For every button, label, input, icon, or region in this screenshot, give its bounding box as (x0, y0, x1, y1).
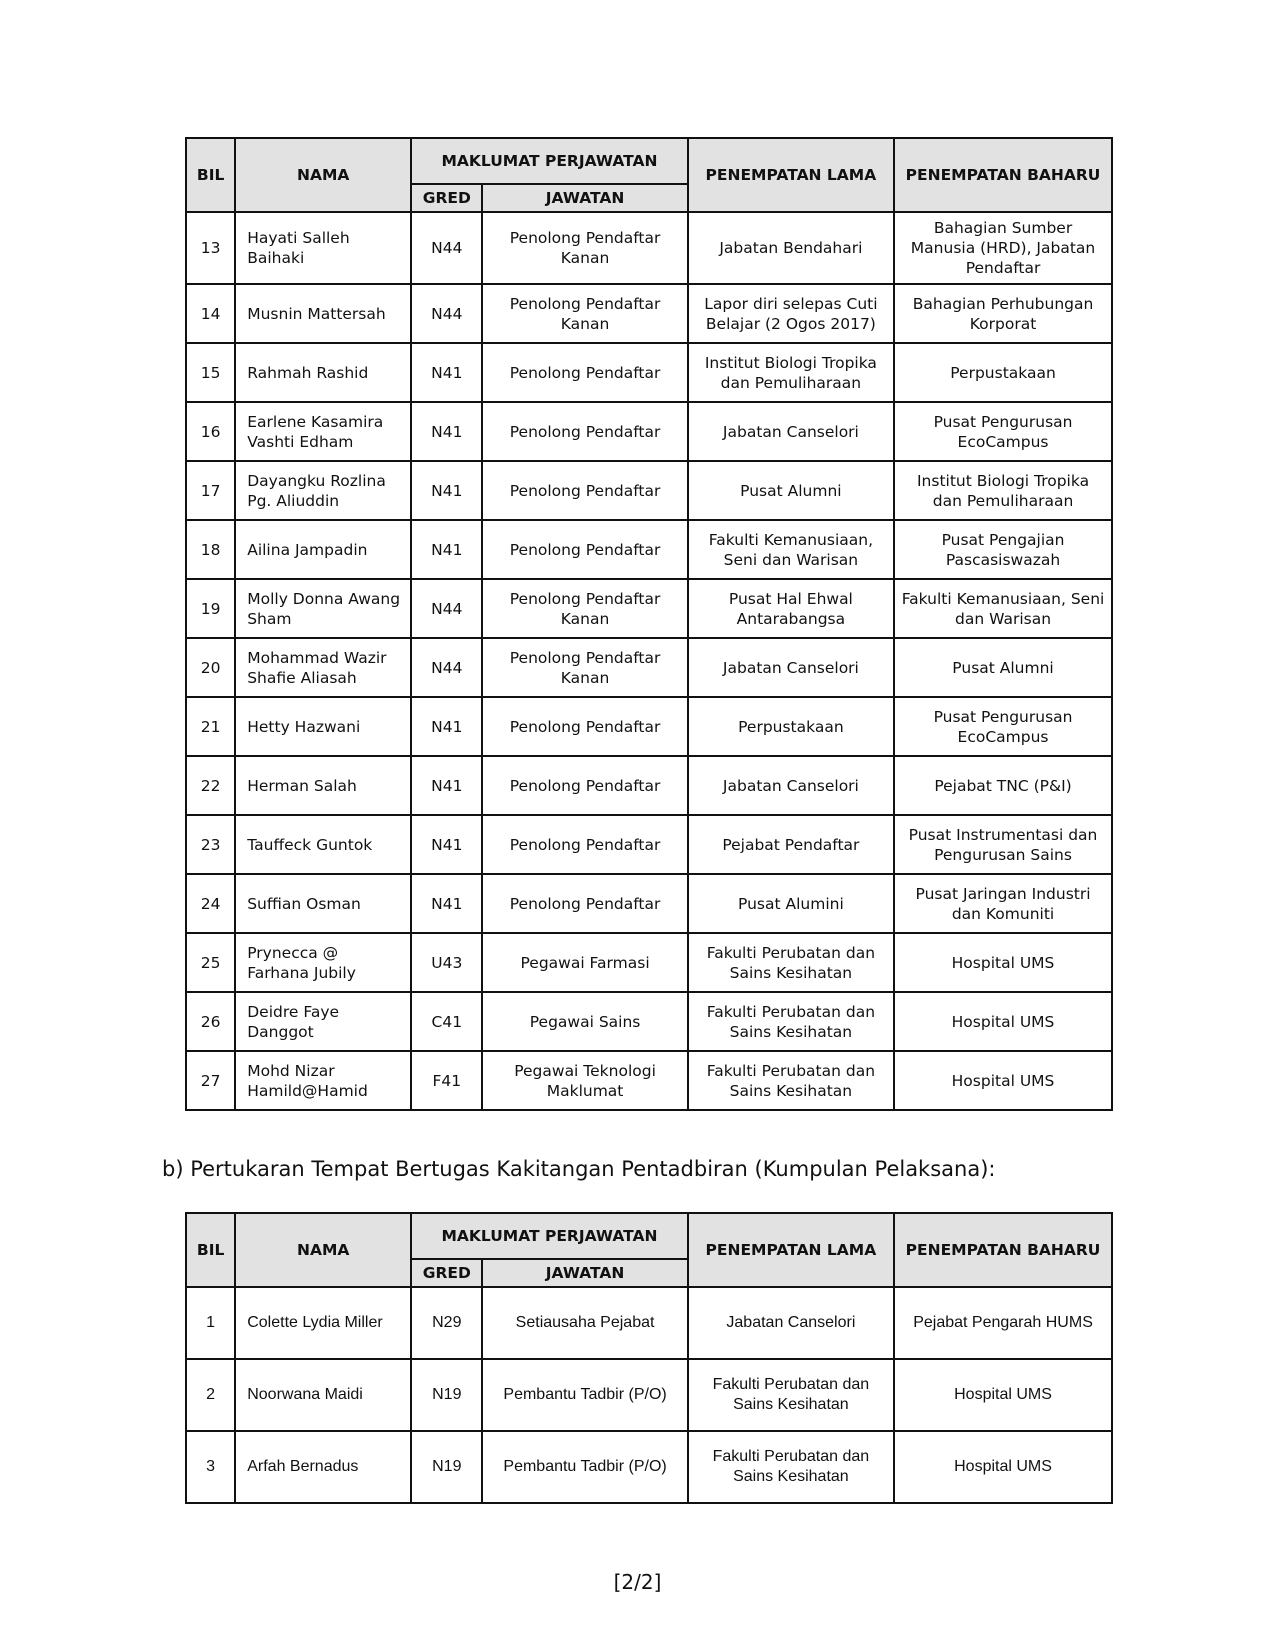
cell-nama: Mohd Nizar Hamild@Hamid (235, 1051, 411, 1110)
table-row (186, 1359, 1112, 1431)
cell-gred: N41 (411, 874, 482, 933)
cell-jawatan: Penolong Pendaftar (482, 461, 687, 520)
cell-penempatan-lama: Jabatan Canselori (688, 402, 894, 461)
table-row (186, 402, 1112, 461)
cell-penempatan-lama: Fakulti Kemanusiaan, Seni dan Warisan (688, 520, 894, 579)
staff-transfer-table-b (185, 1212, 1113, 1504)
cell-jawatan: Pegawai Sains (482, 992, 687, 1051)
cell-nama: Suffian Osman (235, 874, 411, 933)
cell-penempatan-lama: Fakulti Perubatan dan Sains Kesihatan (688, 933, 894, 992)
header-jawatan: JAWATAN (482, 184, 687, 212)
cell-nama: Noorwana Maidi (235, 1359, 411, 1431)
cell-penempatan-baharu: Pusat Instrumentasi dan Pengurusan Sains (894, 815, 1112, 874)
header-nama: NAMA (235, 138, 411, 212)
cell-jawatan: Penolong Pendaftar (482, 520, 687, 579)
cell-jawatan: Pegawai Farmasi (482, 933, 687, 992)
header-jawatan: JAWATAN (482, 1259, 687, 1287)
cell-jawatan: Penolong Pendaftar (482, 756, 687, 815)
cell-bil: 26 (186, 992, 235, 1051)
cell-bil: 27 (186, 1051, 235, 1110)
table-row (186, 520, 1112, 579)
cell-jawatan: Penolong Pendaftar Kanan (482, 638, 687, 697)
cell-gred: N41 (411, 402, 482, 461)
cell-bil: 19 (186, 579, 235, 638)
table-b-body (186, 1287, 1112, 1503)
cell-penempatan-baharu: Hospital UMS (894, 1359, 1112, 1431)
cell-gred: N19 (411, 1359, 482, 1431)
cell-penempatan-baharu: Bahagian Perhubungan Korporat (894, 284, 1112, 343)
cell-gred: N19 (411, 1431, 482, 1503)
cell-nama: Hayati Salleh Baihaki (235, 212, 411, 284)
cell-gred: N41 (411, 343, 482, 402)
table-row (186, 212, 1112, 284)
cell-penempatan-baharu: Pejabat Pengarah HUMS (894, 1287, 1112, 1359)
cell-nama: Hetty Hazwani (235, 697, 411, 756)
cell-penempatan-lama: Fakulti Perubatan dan Sains Kesihatan (688, 1431, 894, 1503)
cell-penempatan-baharu: Hospital UMS (894, 1431, 1112, 1503)
table-row (186, 1431, 1112, 1503)
staff-transfer-table-a (185, 137, 1113, 1111)
cell-bil: 20 (186, 638, 235, 697)
cell-nama: Ailina Jampadin (235, 520, 411, 579)
cell-penempatan-baharu: Perpustakaan (894, 343, 1112, 402)
header-penempatan-lama: PENEMPATAN LAMA (688, 1213, 894, 1287)
cell-jawatan: Penolong Pendaftar (482, 402, 687, 461)
header-maklumat-perjawatan: MAKLUMAT PERJAWATAN (411, 138, 688, 184)
cell-jawatan: Penolong Pendaftar Kanan (482, 212, 687, 284)
header-penempatan-baharu: PENEMPATAN BAHARU (894, 138, 1112, 212)
header-maklumat-perjawatan: MAKLUMAT PERJAWATAN (411, 1213, 688, 1259)
cell-jawatan: Penolong Pendaftar (482, 874, 687, 933)
cell-gred: N44 (411, 284, 482, 343)
cell-nama: Colette Lydia Miller (235, 1287, 411, 1359)
cell-gred: N44 (411, 579, 482, 638)
table-row (186, 461, 1112, 520)
table-row (186, 1287, 1112, 1359)
cell-jawatan: Pegawai Teknologi Maklumat (482, 1051, 687, 1110)
cell-penempatan-baharu: Hospital UMS (894, 1051, 1112, 1110)
cell-penempatan-lama: Pusat Alumni (688, 461, 894, 520)
cell-jawatan: Pembantu Tadbir (P/O) (482, 1359, 687, 1431)
cell-nama: Prynecca @ Farhana Jubily (235, 933, 411, 992)
table-row (186, 874, 1112, 933)
cell-nama: Arfah Bernadus (235, 1431, 411, 1503)
cell-gred: N29 (411, 1287, 482, 1359)
cell-nama: Musnin Mattersah (235, 284, 411, 343)
cell-penempatan-baharu: Pusat Jaringan Industri dan Komuniti (894, 874, 1112, 933)
table-row (186, 638, 1112, 697)
cell-bil: 22 (186, 756, 235, 815)
cell-penempatan-lama: Fakulti Perubatan dan Sains Kesihatan (688, 1359, 894, 1431)
table-a-body (186, 212, 1112, 1110)
cell-penempatan-lama: Lapor diri selepas Cuti Belajar (2 Ogos 2017) (688, 284, 894, 343)
cell-nama: Earlene Kasamira Vashti Edham (235, 402, 411, 461)
cell-penempatan-lama: Jabatan Canselori (688, 1287, 894, 1359)
cell-penempatan-baharu: Hospital UMS (894, 992, 1112, 1051)
header-gred: GRED (411, 184, 482, 212)
cell-bil: 2 (186, 1359, 235, 1431)
cell-penempatan-baharu: Pusat Pengajian Pascasiswazah (894, 520, 1112, 579)
cell-nama: Deidre Faye Danggot (235, 992, 411, 1051)
cell-gred: N41 (411, 461, 482, 520)
cell-gred: F41 (411, 1051, 482, 1110)
cell-penempatan-lama: Perpustakaan (688, 697, 894, 756)
cell-nama: Herman Salah (235, 756, 411, 815)
table-row (186, 579, 1112, 638)
cell-penempatan-lama: Institut Biologi Tropika dan Pemuliharaan (688, 343, 894, 402)
table-row (186, 756, 1112, 815)
cell-nama: Mohammad Wazir Shafie Aliasah (235, 638, 411, 697)
cell-gred: N44 (411, 212, 482, 284)
cell-penempatan-lama: Jabatan Canselori (688, 638, 894, 697)
cell-bil: 1 (186, 1287, 235, 1359)
header-gred: GRED (411, 1259, 482, 1287)
cell-bil: 18 (186, 520, 235, 579)
cell-penempatan-lama: Fakulti Perubatan dan Sains Kesihatan (688, 992, 894, 1051)
header-bil: BIL (186, 1213, 235, 1287)
table-row (186, 697, 1112, 756)
cell-penempatan-lama: Fakulti Perubatan dan Sains Kesihatan (688, 1051, 894, 1110)
cell-bil: 24 (186, 874, 235, 933)
cell-jawatan: Pembantu Tadbir (P/O) (482, 1431, 687, 1503)
table-row (186, 992, 1112, 1051)
cell-nama: Rahmah Rashid (235, 343, 411, 402)
cell-gred: U43 (411, 933, 482, 992)
cell-penempatan-baharu: Fakulti Kemanusiaan, Seni dan Warisan (894, 579, 1112, 638)
cell-nama: Tauffeck Guntok (235, 815, 411, 874)
cell-penempatan-baharu: Institut Biologi Tropika dan Pemuliharaan (894, 461, 1112, 520)
page-number: [2/2] (613, 1570, 662, 1594)
cell-bil: 25 (186, 933, 235, 992)
cell-gred: C41 (411, 992, 482, 1051)
table-row (186, 284, 1112, 343)
cell-penempatan-lama: Pusat Alumini (688, 874, 894, 933)
cell-jawatan: Penolong Pendaftar Kanan (482, 579, 687, 638)
cell-gred: N44 (411, 638, 482, 697)
cell-jawatan: Penolong Pendaftar (482, 815, 687, 874)
table-row (186, 1051, 1112, 1110)
cell-penempatan-baharu: Pejabat TNC (P&I) (894, 756, 1112, 815)
cell-nama: Molly Donna Awang Sham (235, 579, 411, 638)
cell-penempatan-lama: Jabatan Canselori (688, 756, 894, 815)
cell-bil: 14 (186, 284, 235, 343)
table-row (186, 343, 1112, 402)
header-penempatan-lama: PENEMPATAN LAMA (688, 138, 894, 212)
cell-penempatan-baharu: Bahagian Sumber Manusia (HRD), Jabatan Pendaftar (894, 212, 1112, 284)
cell-penempatan-baharu: Pusat Pengurusan EcoCampus (894, 697, 1112, 756)
cell-bil: 13 (186, 212, 235, 284)
cell-penempatan-lama: Pejabat Pendaftar (688, 815, 894, 874)
cell-bil: 21 (186, 697, 235, 756)
cell-penempatan-baharu: Hospital UMS (894, 933, 1112, 992)
cell-bil: 17 (186, 461, 235, 520)
cell-penempatan-baharu: Pusat Pengurusan EcoCampus (894, 402, 1112, 461)
cell-bil: 15 (186, 343, 235, 402)
cell-jawatan: Setiausaha Pejabat (482, 1287, 687, 1359)
cell-gred: N41 (411, 756, 482, 815)
cell-bil: 23 (186, 815, 235, 874)
cell-gred: N41 (411, 815, 482, 874)
cell-gred: N41 (411, 697, 482, 756)
table-row (186, 815, 1112, 874)
table-row (186, 933, 1112, 992)
cell-gred: N41 (411, 520, 482, 579)
cell-jawatan: Penolong Pendaftar (482, 697, 687, 756)
cell-penempatan-lama: Pusat Hal Ehwal Antarabangsa (688, 579, 894, 638)
cell-bil: 3 (186, 1431, 235, 1503)
header-penempatan-baharu: PENEMPATAN BAHARU (894, 1213, 1112, 1287)
cell-nama: Dayangku Rozlina Pg. Aliuddin (235, 461, 411, 520)
cell-bil: 16 (186, 402, 235, 461)
section-b-heading: b) Pertukaran Tempat Bertugas Kakitangan Pentadbiran (Kumpulan Pelaksana): (162, 1157, 996, 1181)
cell-jawatan: Penolong Pendaftar (482, 343, 687, 402)
cell-penempatan-baharu: Pusat Alumni (894, 638, 1112, 697)
cell-penempatan-lama: Jabatan Bendahari (688, 212, 894, 284)
header-bil: BIL (186, 138, 235, 212)
cell-jawatan: Penolong Pendaftar Kanan (482, 284, 687, 343)
header-nama: NAMA (235, 1213, 411, 1287)
